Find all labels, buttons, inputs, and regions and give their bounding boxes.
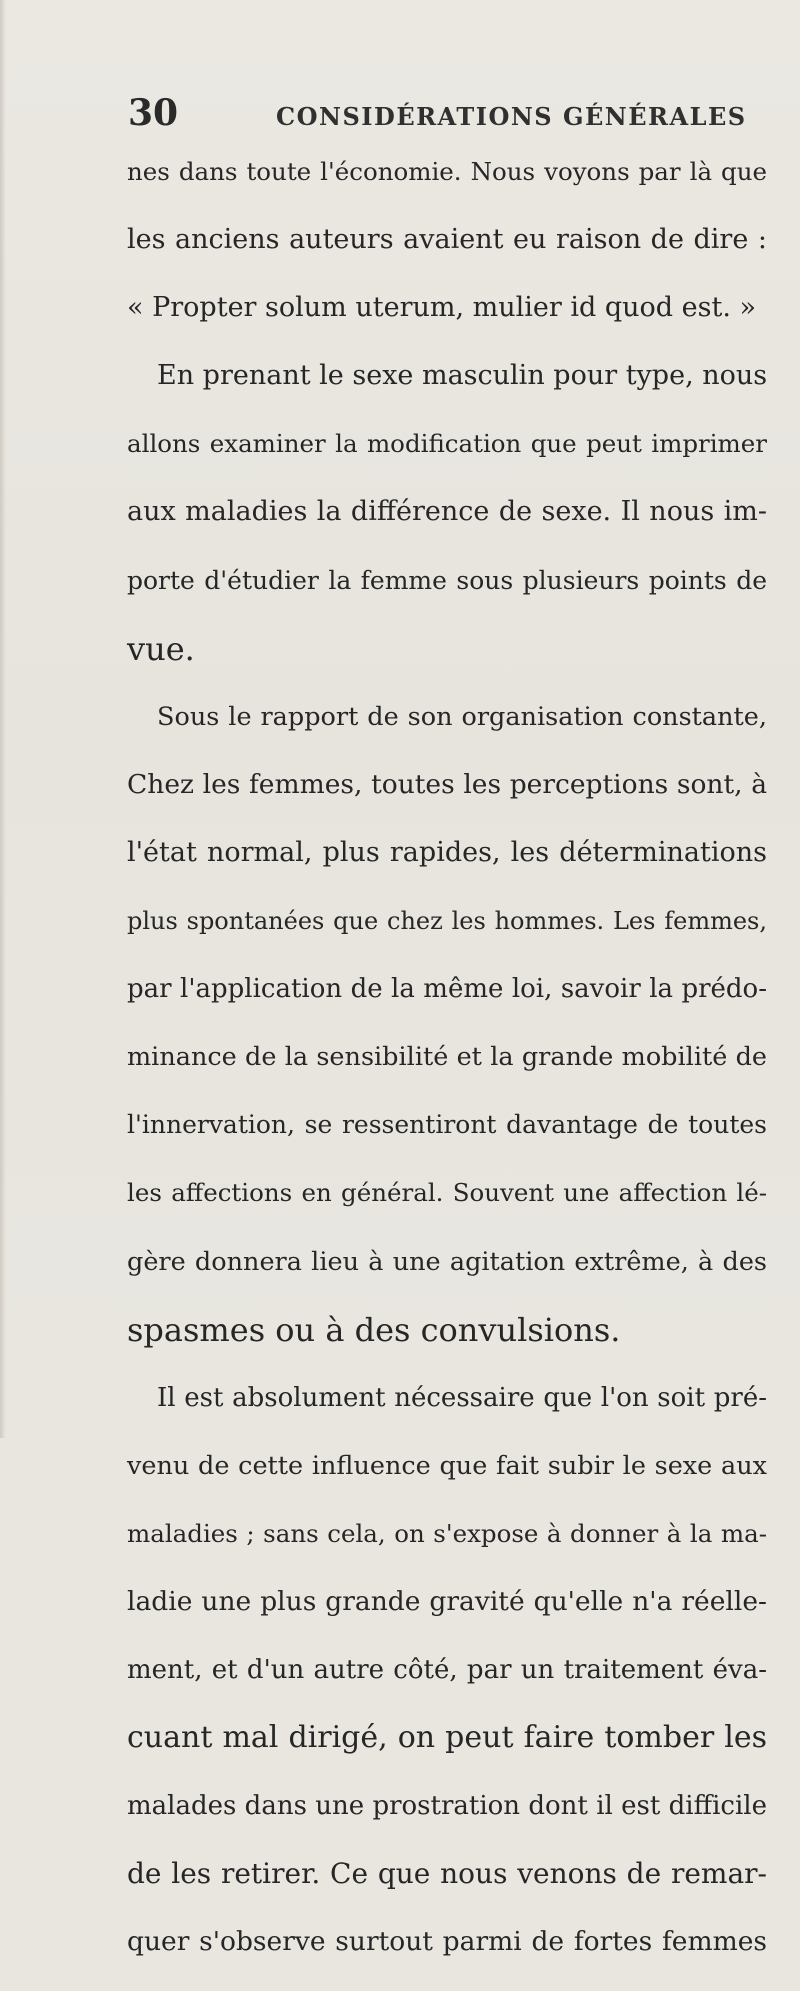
text-line: cuant mal dirigé, on peut faire tomber les [127,1720,767,1756]
text-line: porte d'étudier la femme sous plusieurs points de [127,565,767,595]
text-line: vue. [127,629,195,668]
text-line: Sous le rapport de son organisation constante, [157,701,767,732]
page-edge-shadow [0,0,6,1438]
text-line: « Propter solum uterum, mulier id quod est. » [127,292,757,324]
text-line: malades dans une prostration dont il est difficile [127,1791,767,1822]
text-line: Il est absolument nécessaire que l'on soit pré- [157,1382,767,1413]
text-line: allons examiner la modification que peut imprimer [127,429,767,459]
text-line: par l'application de la même loi, savoir la prédo- [127,974,767,1005]
page-header [0,92,800,142]
text-line: ment, et d'un autre côté, par un traitement éva- [127,1655,767,1686]
text-line: gère donnera lieu à une agitation extrême, à des [127,1246,767,1277]
text-line: de les retirer. Ce que nous venons de remar- [127,1857,767,1891]
text-line: l'état normal, plus rapides, les déterminations [127,836,767,868]
text-line: ladie une plus grande gravité qu'elle n'a réelle- [127,1585,767,1617]
text-line: minance de la sensibilité et la grande mobilité de [127,1042,767,1073]
text-line: l'innervation, se ressentiront davantage de toutes [127,1110,767,1140]
text-line: Chez les femmes, toutes les perceptions sont, à [127,768,767,800]
text-line: nes dans toute l'économie. Nous voyons par là que [127,157,767,186]
text-line: En prenant le sexe masculin pour type, nous [157,360,768,392]
text-line: aux maladies la différence de sexe. Il nous im- [127,496,767,528]
text-line: les affections en général. Souvent une affection lé- [127,1178,767,1208]
text-line: spasmes ou à des convulsions. [127,1310,621,1349]
text-line: maladies ; sans cela, on s'expose à donner à la ma- [127,1518,767,1548]
text-line: plus spontanées que chez les hommes. Les femmes, [127,907,767,936]
running-head: CONSIDÉRATIONS GÉNÉRALES [276,102,747,131]
body-text [127,152,767,1991]
text-line: quer s'observe surtout parmi de fortes femmes [127,1926,767,1958]
text-line: venu de cette influence que fait subir le sexe aux [127,1450,767,1481]
text-line: les anciens auteurs avaient eu raison de dire : [127,224,767,256]
page-number: 30 [128,92,179,134]
